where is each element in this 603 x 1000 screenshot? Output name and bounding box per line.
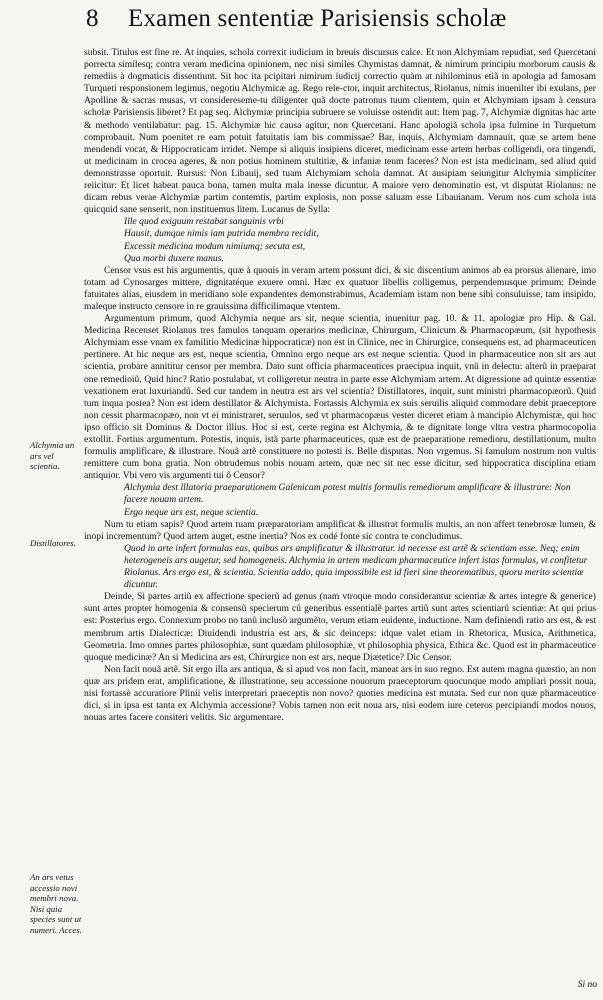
page-number: 8	[86, 5, 99, 32]
syllogism-line: Alchymia dest lllatoria praeparationem Galenicam potest multis formulis remediorum amplificare & illustrare: Non facere nouam artem.	[124, 482, 571, 506]
page-header	[0, 4, 603, 44]
margin-note: An ars vetus accessio novi membri nova. Nisi quia species sunt ut numeri. Acces.	[30, 872, 82, 935]
running-title: Examen sententiæ Parisiensis scholæ	[128, 5, 507, 32]
verse-line: Hausit, dumque nimis iam putrida membra recidit,	[124, 228, 319, 240]
paragraph: Argumentum primum, quod Alchymia neque ars sit, neque scientia, inuenitur pag. 10. & 11. apologiæ pro Hip. & Gal. Medicina Recenset Riolanus tres famulos tanquam operarios medicinæ, Chirurgum, Clinicum & Pharmacopæum, (sit hypothesis Alchymiam esse vnam ex familitio Medicinæ hippocraticæ) non est in Clinice, nec in Chirurgice, consequens est, ad pharmaceuticen pertinere. At hic neque ars est, neque scientia, Omnino ergo neque ars est neque scientia. Quod in pharmaceutice non sit ars aut scientia, probare annititur censor per membra. Dato sunt officia pharmaceutices praecipua inquit, vnũ in delectu: alterũ in praeparat one remedioiũ. Quid hinc? Ratio postulabat, vt colligeretur neutra in parte esse Alchymiam artem. At digressione ad quintæ essentiæ vexationem erat luxuriandũ. Sed cur tandem in neutra est ars vel scientia? Distillatores, inquit, sunt ministri pharmacopæorũ. Quid tum inqua postea? Non est idem destillator & Alchymista. Fortassis Alchymia ex suis seruilis aliquid commodare debit praeceptore non cessit pharmacopæo, non vt ei ministraret, seruulos, sed vt pharmacopæus vester diceret etiam à mancipio Alchymistæ, qui hoc ipso officio sit Dominus & Doctor illius. Hoc si est, certe regina est Alchymia, & te dignitate longe vltra vestra pharmocopolia extollit. Fortius argumentum. Potestis, inquis, istã parte pharmaceutices, quæ est de praeparatione remedioru, destillationum, multo formulis amplificare, & illustrare. Nouã artẽ constituere no potesti is. Belle disputas. Non vrgemus. Si famulum nostrum non vultis remittere cum bona gratia. Non obtrudemus nobis nouam artem, quæ nec sit nec esse dicitur, sed hippocratica disciplina etiam antiquior. Vbi vero vis argumenti tui ô Censor?	[84, 313, 596, 482]
verse-line: Excessit medicina modum nimiumq; secuta est,	[124, 240, 306, 252]
paragraph: Deinde, Si partes artiũ ex affectione specierũ ad genus (nam vtroque modo considerantur scientiæ & artes integre & generice) sunt artes propter homogenia & consensũ specierum cũ generibus essentialẽ partes artiũ sunt artes scientiarũ scientiæ: At qui prius est: Posterius ergo. Connexum probo no tanũ inclusõ argumẽto, verum etiam euidente, inductione. Nam definiendi ratio ars est, & est membrum artis Dialecticæ: Diuidendi industria est ars, & sic deinceps: idque valet etiam in Rhetorica, Musica, Arithmetica, Geometria. Imo omnes partes philosophiæ, sunt quædam philosophiæ, vt philosophia physica, Ethica &c. Quod est in pharmaceutice quoque medicinæ? An si Medicina ars est, Chirurgice non est ars, neque Diætetice? Dic Censor.	[84, 591, 596, 663]
margin-note: Alchymia an ars vel scientia.	[30, 440, 75, 471]
paragraph: Num tu etiam sapis? Quod artem tuam præparatoriam amplificat & illustrat formulis multis, an non affert tenebrosæ lumen, & inopi incrementum? Quod artem auget, estne inertia? Nos ex codé fonte sic contra te concludimus.	[84, 518, 596, 542]
verse-line: Qua morbi duxere manus.	[124, 252, 224, 264]
paragraph: subsit. Titulus est fine re. At inquies, schola correxit iudicium in breuis discursus calce. Et non Alchymiam repudiat, sed Quercetani porrecta similesq; contra veram medicina opinionem, nec nisi similes Chymistas damnat, & nimirum principiu morborum causis & remediis à dogmaticis dissentiunt. Sit hoc ita pcipitari nimirum iudicij correctio quàm at nihilominus etiã in apologia ad famosam Turqueti responsionem legimus, negotiu Alchymicæ ag. Rego rele-ctor, inquit architectus, Riolanus, nimis inuenilter ibi exulans, per Apolline & sacras musas, vt considereseme-tu diligenter quã docte patronus tuum clientem, quin et Alchymiam ipsam à censura scholæ Parisiensis liberet? Et pag seq. Alchymiæ principia subruere se voluisse ostendit aut: Item pag. 7, Alchymiæ dignitas hac arte & methodo ventilabatur: pag. 15. Alchymiæ hic causa agitur, non Quercetani. Hanc apologiã schola ipsa fulmine in Turquetum comprobauit. Num poenitet re eam potuit fatuitatis iam bis commissae? Bar, inquis, Alchymiam damnauit, quæ se artem bene mendendi vocat, & Hippocraticam irridet. Nempe si aliquis insipiens diceret, medicinam esse artem herbas colligendi, ora tingendi, ut medicinam in crocea ageres, & non potius hominem stultitiæ, & infaniæ teum faceres? Non est ista medicinam, sed aliud quid demonstrasse oportuit. Rursus: Non Libauij, sed tuam Alchymiam schola damnat. At ausipiam seiungitur Alchymia simpliciter reiicitur: Et licet habeat pauca bona, tamen multa mala inesse dicuntur. A maiore vero denominatio est, vt disputat Riolanus: ne dicam rebus verae Alchymiæ partim contemtis, partim explosis, non posse saluam esse Libauianam. Verum nos cum schola ista quicquid sane senserit, non instituemus litem. Lucanus de Sylla:	[84, 47, 596, 216]
main-text	[84, 47, 596, 724]
syllogism-conclusion: Ergo neque ars est, neque scientia.	[124, 506, 259, 518]
paragraph: Censor vsus est his argumentis, quæ à quouis in veram artem possunt dici, & sic discentium animos ab ea prorsus alienare, imo totam ad Cynosarges mittere, dignitatéque exuere omni. Hæc ex quatuor libellis colligemus, perpendemusque primum: Deinde fatuitates alias, eiusdem in meridiano sole expandentes demonstrabimus, Academiam istam non bene sibi consuluisse, tam insipido, maleque instructo censore in re grauissima difficilimaque vtentem.	[84, 264, 596, 312]
paragraph: Non facit nouã artẽ. Sit ergo illa ars antiqua, & si apud vos non facit, maneat ars in suo regno. Est autem magna quæstio, an non quæ ars pridem erat, amplificatione, & illustratione, seu accessione nouorum praeceptorum quocunque modo ampliari possit noua, nisi fortassè accuratiore Plinii velis interpretari praeceptis non novo? quoties medicina est mutata. Sed cur non quæ pharmaceutice dici, si in ipsa est tanta ex Alchymia accessione? Vobis tamen non erit noua ars, nisi eodem iure ceteros percipiandi modos nouos, nouas artes facere consiteri velitis. Sic argumentare.	[84, 663, 596, 724]
catchword: Si no	[577, 980, 597, 990]
syllogism-line: Quod in arte infert formulas eas, quibus ars amplificatur & illustratur. id necesse est artẽ & scientiam esse. Neq; enim heterogeneis ars augetur, sed homogeneis. Alchymia in artem medicam pharmaceutice infert istas formulas, vt confitetur Riolanus. Ars ergo est, & scientia. Scientia addo, quia impossibile est id fieri sine theorematibus, quoru merito scientiæ dicuntur.	[124, 542, 588, 591]
margin-note: Distillatores.	[30, 538, 76, 548]
verse-line: Ille quod exiguum restabat sanguinis vrbi	[124, 216, 284, 228]
